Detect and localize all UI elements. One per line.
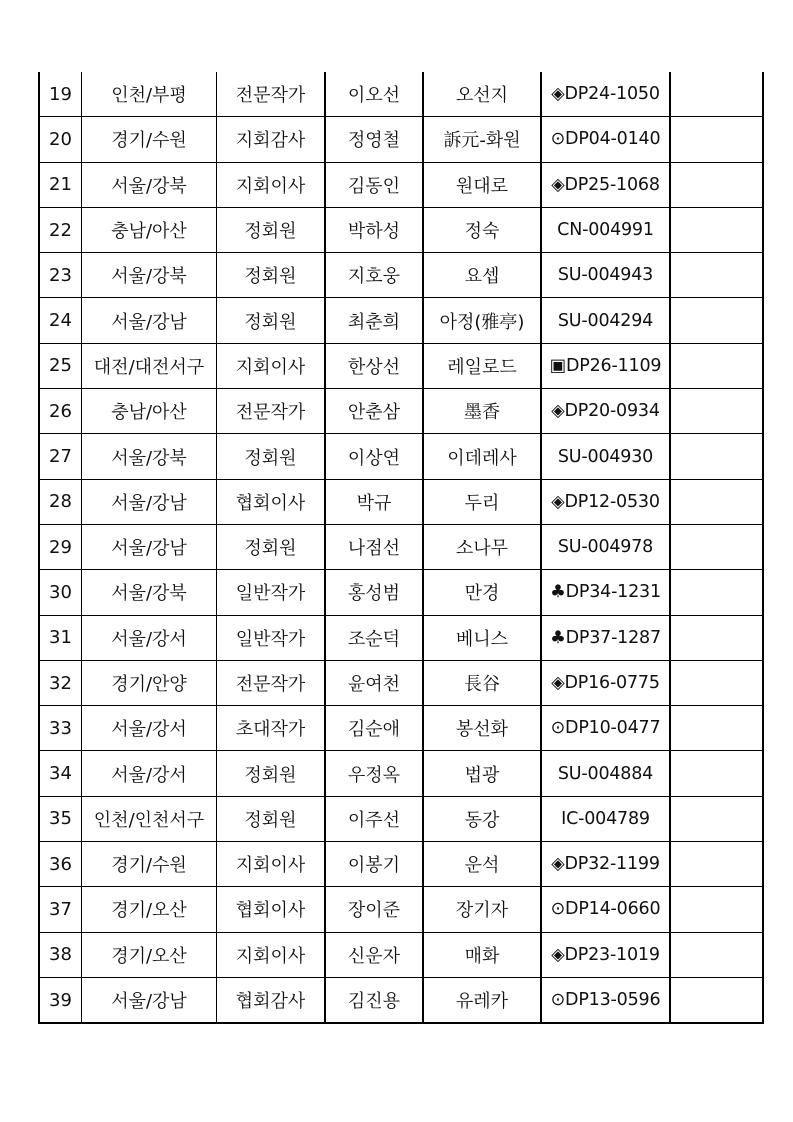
row-number: 21 (39, 162, 82, 207)
note-cell (670, 389, 763, 434)
pen-name-cell: 유레카 (423, 977, 541, 1023)
member-code-cell: ⊙DP04-0140 (541, 117, 670, 162)
row-number: 36 (39, 842, 82, 887)
pen-name-cell: 레일로드 (423, 343, 541, 388)
member-table-body (39, 72, 763, 1023)
table-row (39, 524, 763, 569)
table-row (39, 253, 763, 298)
row-number: 22 (39, 207, 82, 252)
table-row (39, 706, 763, 751)
member-code-cell: ⊙DP13-0596 (541, 977, 670, 1023)
region-cell: 서울/강남 (82, 977, 217, 1023)
region-cell: 서울/강남 (82, 479, 217, 524)
member-code-cell: ◈DP24-1050 (541, 72, 670, 117)
rank-cell: 정회원 (217, 524, 326, 569)
region-cell: 서울/강남 (82, 298, 217, 343)
row-number: 38 (39, 932, 82, 977)
region-cell: 경기/오산 (82, 887, 217, 932)
member-name-cell: 박하성 (325, 207, 423, 252)
rank-cell: 협회이사 (217, 887, 326, 932)
rank-cell: 협회감사 (217, 977, 326, 1023)
member-code-cell: SU-004978 (541, 524, 670, 569)
row-number: 32 (39, 660, 82, 705)
rank-cell: 지회이사 (217, 343, 326, 388)
member-code-cell: SU-004884 (541, 751, 670, 796)
member-code-cell: ⊙DP10-0477 (541, 706, 670, 751)
note-cell (670, 117, 763, 162)
rank-cell: 일반작가 (217, 570, 326, 615)
rank-cell: 지회감사 (217, 117, 326, 162)
member-name-cell: 이주선 (325, 796, 423, 841)
note-cell (670, 660, 763, 705)
pen-name-cell: 이데레사 (423, 434, 541, 479)
region-cell: 경기/오산 (82, 932, 217, 977)
member-name-cell: 윤여천 (325, 660, 423, 705)
row-number: 23 (39, 253, 82, 298)
pen-name-cell: 아정(雅亭) (423, 298, 541, 343)
member-name-cell: 최춘희 (325, 298, 423, 343)
table-row (39, 117, 763, 162)
pen-name-cell: 요셉 (423, 253, 541, 298)
table-row (39, 479, 763, 524)
note-cell (670, 253, 763, 298)
member-name-cell: 장이준 (325, 887, 423, 932)
note-cell (670, 887, 763, 932)
member-code-cell: ♣DP37-1287 (541, 615, 670, 660)
member-name-cell: 우정옥 (325, 751, 423, 796)
member-name-cell: 안춘삼 (325, 389, 423, 434)
table-row (39, 751, 763, 796)
table-row (39, 615, 763, 660)
member-code-cell: SU-004930 (541, 434, 670, 479)
member-name-cell: 이상연 (325, 434, 423, 479)
pen-name-cell: 운석 (423, 842, 541, 887)
member-name-cell: 이봉기 (325, 842, 423, 887)
table-row (39, 162, 763, 207)
member-name-cell: 정영철 (325, 117, 423, 162)
note-cell (670, 434, 763, 479)
pen-name-cell: 訴元-화원 (423, 117, 541, 162)
rank-cell: 지회이사 (217, 162, 326, 207)
table-row (39, 932, 763, 977)
pen-name-cell: 봉선화 (423, 706, 541, 751)
pen-name-cell: 長谷 (423, 660, 541, 705)
pen-name-cell: 법광 (423, 751, 541, 796)
rank-cell: 전문작가 (217, 72, 326, 117)
rank-cell: 정회원 (217, 298, 326, 343)
member-name-cell: 박규 (325, 479, 423, 524)
row-number: 19 (39, 72, 82, 117)
table-row (39, 887, 763, 932)
member-code-cell: ◈DP23-1019 (541, 932, 670, 977)
row-number: 24 (39, 298, 82, 343)
pen-name-cell: 소나무 (423, 524, 541, 569)
rank-cell: 협회이사 (217, 479, 326, 524)
member-code-cell: ◈DP32-1199 (541, 842, 670, 887)
rank-cell: 초대작가 (217, 706, 326, 751)
rank-cell: 지회이사 (217, 932, 326, 977)
row-number: 33 (39, 706, 82, 751)
note-cell (670, 72, 763, 117)
rank-cell: 정회원 (217, 796, 326, 841)
region-cell: 서울/강북 (82, 434, 217, 479)
row-number: 37 (39, 887, 82, 932)
member-code-cell: ◈DP25-1068 (541, 162, 670, 207)
note-cell (670, 796, 763, 841)
table-row (39, 796, 763, 841)
row-number: 39 (39, 977, 82, 1023)
member-code-cell: IC-004789 (541, 796, 670, 841)
note-cell (670, 343, 763, 388)
region-cell: 충남/아산 (82, 207, 217, 252)
pen-name-cell: 장기자 (423, 887, 541, 932)
member-name-cell: 한상선 (325, 343, 423, 388)
region-cell: 서울/강남 (82, 524, 217, 569)
member-code-cell: ⊙DP14-0660 (541, 887, 670, 932)
member-code-cell: SU-004943 (541, 253, 670, 298)
pen-name-cell: 두리 (423, 479, 541, 524)
row-number: 30 (39, 570, 82, 615)
member-name-cell: 이오선 (325, 72, 423, 117)
region-cell: 서울/강북 (82, 570, 217, 615)
note-cell (670, 162, 763, 207)
region-cell: 인천/부평 (82, 72, 217, 117)
member-code-cell: ▣DP26-1109 (541, 343, 670, 388)
pen-name-cell: 정숙 (423, 207, 541, 252)
row-number: 28 (39, 479, 82, 524)
row-number: 20 (39, 117, 82, 162)
note-cell (670, 706, 763, 751)
table-row (39, 434, 763, 479)
note-cell (670, 615, 763, 660)
member-name-cell: 지호웅 (325, 253, 423, 298)
note-cell (670, 479, 763, 524)
table-row (39, 977, 763, 1023)
note-cell (670, 524, 763, 569)
member-code-cell: SU-004294 (541, 298, 670, 343)
row-number: 29 (39, 524, 82, 569)
member-name-cell: 조순덕 (325, 615, 423, 660)
row-number: 27 (39, 434, 82, 479)
note-cell (670, 842, 763, 887)
rank-cell: 정회원 (217, 434, 326, 479)
rank-cell: 일반작가 (217, 615, 326, 660)
rank-cell: 전문작가 (217, 660, 326, 705)
table-row (39, 389, 763, 434)
rank-cell: 정회원 (217, 751, 326, 796)
member-code-cell: CN-004991 (541, 207, 670, 252)
table-row (39, 72, 763, 117)
region-cell: 서울/강서 (82, 751, 217, 796)
rank-cell: 정회원 (217, 253, 326, 298)
region-cell: 인천/인천서구 (82, 796, 217, 841)
region-cell: 서울/강서 (82, 615, 217, 660)
table-row (39, 343, 763, 388)
note-cell (670, 932, 763, 977)
member-code-cell: ♣DP34-1231 (541, 570, 670, 615)
note-cell (670, 298, 763, 343)
member-code-cell: ◈DP20-0934 (541, 389, 670, 434)
table-row (39, 207, 763, 252)
note-cell (670, 570, 763, 615)
member-name-cell: 김진용 (325, 977, 423, 1023)
member-table (38, 72, 764, 1024)
table-row (39, 298, 763, 343)
table-row (39, 660, 763, 705)
pen-name-cell: 베니스 (423, 615, 541, 660)
member-name-cell: 김순애 (325, 706, 423, 751)
region-cell: 대전/대전서구 (82, 343, 217, 388)
member-name-cell: 김동인 (325, 162, 423, 207)
row-number: 35 (39, 796, 82, 841)
note-cell (670, 751, 763, 796)
note-cell (670, 977, 763, 1023)
member-name-cell: 신운자 (325, 932, 423, 977)
row-number: 34 (39, 751, 82, 796)
table-row (39, 570, 763, 615)
pen-name-cell: 墨香 (423, 389, 541, 434)
note-cell (670, 207, 763, 252)
pen-name-cell: 원대로 (423, 162, 541, 207)
row-number: 26 (39, 389, 82, 434)
row-number: 31 (39, 615, 82, 660)
rank-cell: 지회이사 (217, 842, 326, 887)
region-cell: 경기/안양 (82, 660, 217, 705)
row-number: 25 (39, 343, 82, 388)
pen-name-cell: 매화 (423, 932, 541, 977)
pen-name-cell: 만경 (423, 570, 541, 615)
member-name-cell: 나점선 (325, 524, 423, 569)
member-code-cell: ◈DP16-0775 (541, 660, 670, 705)
rank-cell: 전문작가 (217, 389, 326, 434)
member-code-cell: ◈DP12-0530 (541, 479, 670, 524)
region-cell: 경기/수원 (82, 117, 217, 162)
rank-cell: 정회원 (217, 207, 326, 252)
region-cell: 충남/아산 (82, 389, 217, 434)
region-cell: 서울/강북 (82, 253, 217, 298)
region-cell: 서울/강서 (82, 706, 217, 751)
region-cell: 경기/수원 (82, 842, 217, 887)
pen-name-cell: 오선지 (423, 72, 541, 117)
region-cell: 서울/강북 (82, 162, 217, 207)
pen-name-cell: 동강 (423, 796, 541, 841)
member-name-cell: 홍성범 (325, 570, 423, 615)
table-row (39, 842, 763, 887)
